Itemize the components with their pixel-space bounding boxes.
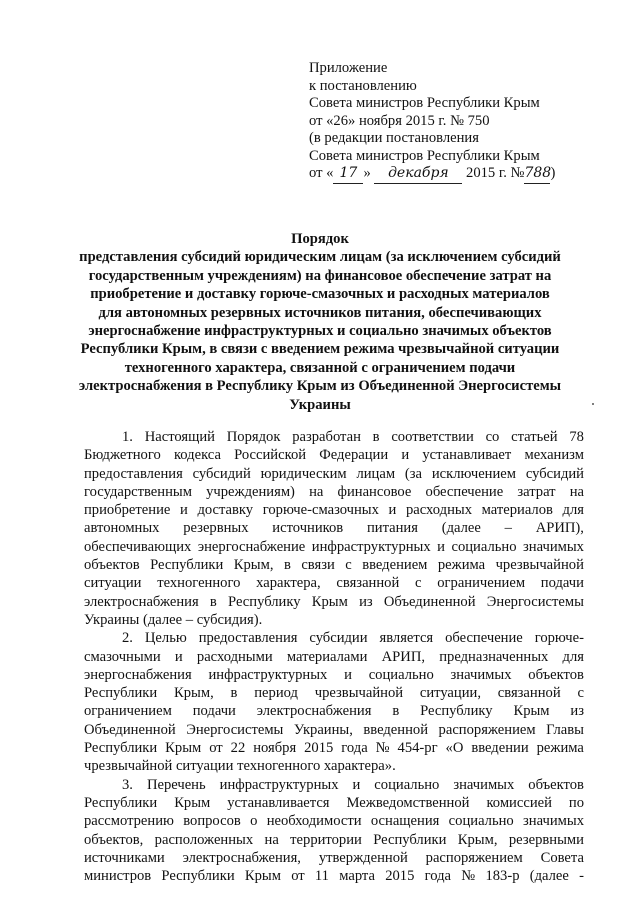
title-line: электроснабжения в Республику Крым из Объединенной Энергосистемы	[78, 378, 562, 395]
edit-prefix: от «	[309, 165, 334, 181]
title-lines	[70, 248, 570, 414]
body-line: ограничением подачи электроснабжения в Республику Крым из	[84, 703, 584, 720]
body-line: 2. Целью предоставления субсидии является обеспечение горюче-	[122, 630, 584, 647]
title-line: приобретение и доставку горюче-смазочных и расходных материалов	[90, 286, 550, 303]
body-line: Республики Крым устанавливается Межведомственной комиссией по	[84, 794, 584, 811]
appendix-line: к постановлению	[309, 77, 417, 94]
scan-speck	[592, 403, 594, 405]
body-line: объектов, расположенных на территории Республики Крым, резервными	[84, 831, 584, 848]
title-line: Республики Крым, в связи с введением режима чрезвычайной ситуации	[80, 341, 560, 358]
edit-suffix: )	[550, 165, 556, 181]
body-line: 3. Перечень инфраструктурных и социально значимых объектов	[122, 776, 584, 793]
handwritten-month: декабря	[374, 165, 462, 184]
title-line: Украины	[289, 396, 351, 413]
handwritten-number: 788	[524, 165, 550, 184]
body-line: объектов Республики Крым, в связи с введением режима чрезвычайной	[84, 557, 584, 574]
appendix-line: от «26» ноября 2015 г. № 750	[309, 112, 490, 129]
body-line: смазочными и расходными материалами АРИП, предназначенных для	[84, 648, 584, 665]
title-line: энергоснабжение инфраструктурных и социально значимых объектов	[88, 323, 552, 340]
appendix-block	[309, 60, 609, 184]
body-line: обеспечивающих энергоснабжение инфраструктурных и социально значимых	[84, 538, 584, 555]
appendix-line: (в редакции постановления	[309, 130, 479, 146]
body-line: 1. Настоящий Порядок разработан в соответствии со статьей 78	[122, 429, 584, 445]
document-title	[70, 230, 570, 414]
document-body	[84, 428, 584, 885]
appendix-line: Совета министров Республики Крым	[309, 147, 540, 164]
title-heading: Порядок	[291, 231, 349, 247]
appendix-line: Совета министров Республики Крым	[309, 95, 540, 111]
handwritten-day: 17	[333, 165, 363, 184]
body-line: ситуации техногенного характера, связанной с ограничением подачи	[84, 575, 584, 592]
body-line: рассмотрению вопросов о необходимости оснащения социально значимых	[84, 813, 584, 830]
title-line: представления субсидий юридическим лицам (за исключением субсидий	[79, 249, 561, 266]
body-line: электроснабжения в Республику Крым из Объединенной Энергосистемы	[84, 593, 584, 610]
body-line: предоставления субсидий юридическим лицам (за исключением субсидий	[84, 465, 584, 482]
title-line: для автономных резервных источников питания, обеспечивающих	[98, 304, 542, 321]
body-line: приобретение и доставку горюче-смазочных и расходных материалов для	[84, 502, 584, 519]
title-line: государственным учреждениям) на финансовое обеспечение затрат на	[88, 267, 552, 284]
body-line: Республики Крым от 22 ноября 2015 года № 454-рг «О введении режима	[84, 740, 584, 757]
body-line: Республики Крым, в период чрезвычайной ситуации, связанной с	[84, 685, 584, 702]
body-line: Украины (далее – субсидия).	[84, 611, 263, 628]
body-line: источниками электроснабжения, утвержденной распоряжением Совета	[84, 849, 584, 866]
body-line: Объединенной Энергосистемы Украины, введенной распоряжением Главы	[84, 721, 584, 738]
body-line: энергоснабжения инфраструктурных и социально значимых объектов	[84, 666, 584, 683]
body-line: Бюджетного кодекса Российской Федерации и устанавливает механизм	[84, 447, 584, 464]
body-line: чрезвычайной ситуации техногенного характера».	[84, 758, 396, 775]
edit-date-line	[309, 165, 609, 184]
body-line: министров Республики Крым от 11 марта 2015 года № 183-р (далее -	[84, 868, 584, 885]
appendix-line: Приложение	[309, 60, 388, 76]
title-line: техногенного характера, связанной с ограничением подачи	[124, 359, 516, 376]
edit-mid: »	[363, 165, 375, 181]
edit-year: 2015 г. №	[462, 165, 525, 181]
body-line: автономных резервных источников питания (далее – АРИП),	[84, 520, 584, 537]
body-line: государственным учреждениям) на финансовое обеспечение затрат на	[84, 483, 584, 500]
